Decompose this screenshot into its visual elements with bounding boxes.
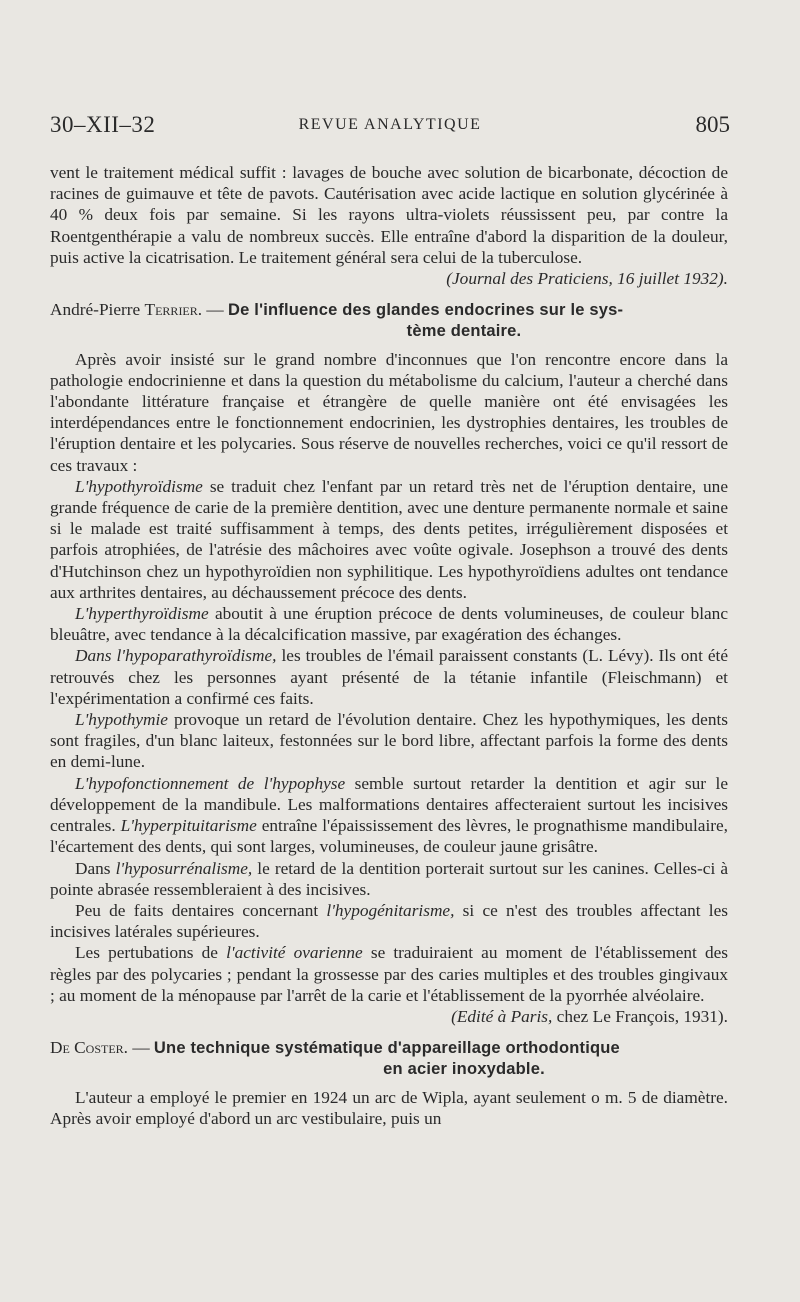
page-number: 805 [695,112,730,137]
article1-title-line2: tème dentaire. [406,322,522,341]
article1-paragraph-9: Les pertubations de l'activité ovarienne se traduiraient au moment de l'établissement des règles par des polycaries ; pendant la grossesse par des caries multiples et des troubles gingivaux ; au moment de la ménopause par l'arrêt de la carie et l'établissement de la pyorrhée alvéolaire. [50,943,728,1005]
article1-paragraph-4: Dans l'hypoparathyroïdisme, les troubles de l'émail paraissent constants (L. Lévy). Ils ont été retrouvés chez les personnes ayant présenté de la tétanie infantile (Fleischmann) et l'expérimentation a confirmé ces faits. [50,646,729,708]
article1-paragraph-1: Après avoir insisté sur le grand nombre d'inconnues que l'on rencontre encore dans la pathologie endocrinienne et dans la question du métabolisme du calcium, l'auteur a cherché dans l'abondante littérature française et étrangère de quelle manière ont été envisagées les interdépendances entre le fonctionnement endocrinien, les dystrophies dentaires, les troubles de l'éruption dentaire et les polycaries. Sous réserve de nouvelles recherches, voici ce qu'il ressort de ces travaux : [50,349,728,475]
journal-title: REVUE ANALYTIQUE [298,116,482,133]
article1-source: (Edité à Paris, chez Le François, 1931). [451,1006,728,1026]
article1-paragraph-2: L'hypothyroïdisme se traduit chez l'enfant par un retard très net de l'éruption dentaire, une grande fréquence de carie de la première dentition, avec une denture permanente normale et saine si le malade est traité suffisamment à temps, des dents petites, irrégulièrement disposées et parfois atrophiées, de l'atrésie des mâchoires avec voûte ogivale. Josephson a trouvé des dents d'Hutchinson chez un hypothyroïdien non syphilitique. Les hypothyroïdiens adultes ont tendance aux arthrites dentaires, au déchaussement précoce des dents. [50,476,728,602]
article1-paragraph-3: L'hyperthyroïdisme aboutit à une éruption précoce de dents volumineuses, de couleur blanc bleuâtre, avec tendance à la décalcification massive, par exagération des échanges. [50,604,728,645]
article2-title-line2: en acier inoxydable. [383,1060,545,1079]
article1-paragraph-5: L'hypothymie provoque un retard de l'évolution dentaire. Chez les hypothymiques, les dents sont fragiles, d'un blanc laiteux, festonnées sur le bord libre, affectant parfois la forme des dents en demi-lune. [50,710,728,772]
page-header [50,112,730,142]
article2-heading [50,1037,728,1080]
intro-source: (Journal des Praticiens, 16 juillet 1932). [446,269,728,289]
article1-paragraph-7: Dans l'hyposurrénalisme, le retard de la dentition porterait surtout sur les canines. Celles-ci à pointe abrasée ressembleraient à des incisives. [50,858,728,899]
article1-heading [50,299,728,342]
article2-paragraph-1: L'auteur a employé le premier en 1924 un arc de Wipla, ayant seulement o m. 5 de diamètre. Après avoir employé d'abord un arc vestibulaire, puis un [50,1087,728,1128]
article1-paragraph-6: L'hypofonctionnement de l'hypophyse semble surtout retarder la dentition et agir sur le développement de la mandibule. Les malformations dentaires affecteraient surtout les incisives centrales. L'hyperpituitarisme entraîne l'épaississement des lèvres, le prognathisme mandibulaire, l'écartement des dents, qui sont larges, volumineuses, de couleur jaune grisâtre. [50,773,728,857]
article1-author: André-Pierre Terrier. — [50,300,229,320]
article2-author: De Coster. — [50,1038,154,1058]
issue-date: 30–XII–32 [50,112,156,137]
article2-title-line1: Une technique systématique d'appareillage orthodontique [153,1039,620,1058]
article1-title-line1: De l'influence des glandes endocrines sur le sys- [228,301,624,320]
intro-paragraph: vent le traitement médical suffit : lavages de bouche avec solution de bicarbonate, décoction de racines de guimauve et tête de pavots. Cautérisation avec acide lactique en solution glycérinée à 40 % deux fois par semaine. Si les rayons ultra-violets réussissent peu, par contre la Roentgenthérapie a valu de nombreux succès. Elle entraîne d'abord la disparition de la douleur, puis active la cicatrisation. Le traitement général sera celui de la tuberculose. [50,163,728,267]
article1-paragraph-8: Peu de faits dentaires concernant l'hypogénitarisme, si ce n'est des troubles affectant les incisives latérales supérieures. [50,900,729,942]
page-body [50,162,728,1129]
